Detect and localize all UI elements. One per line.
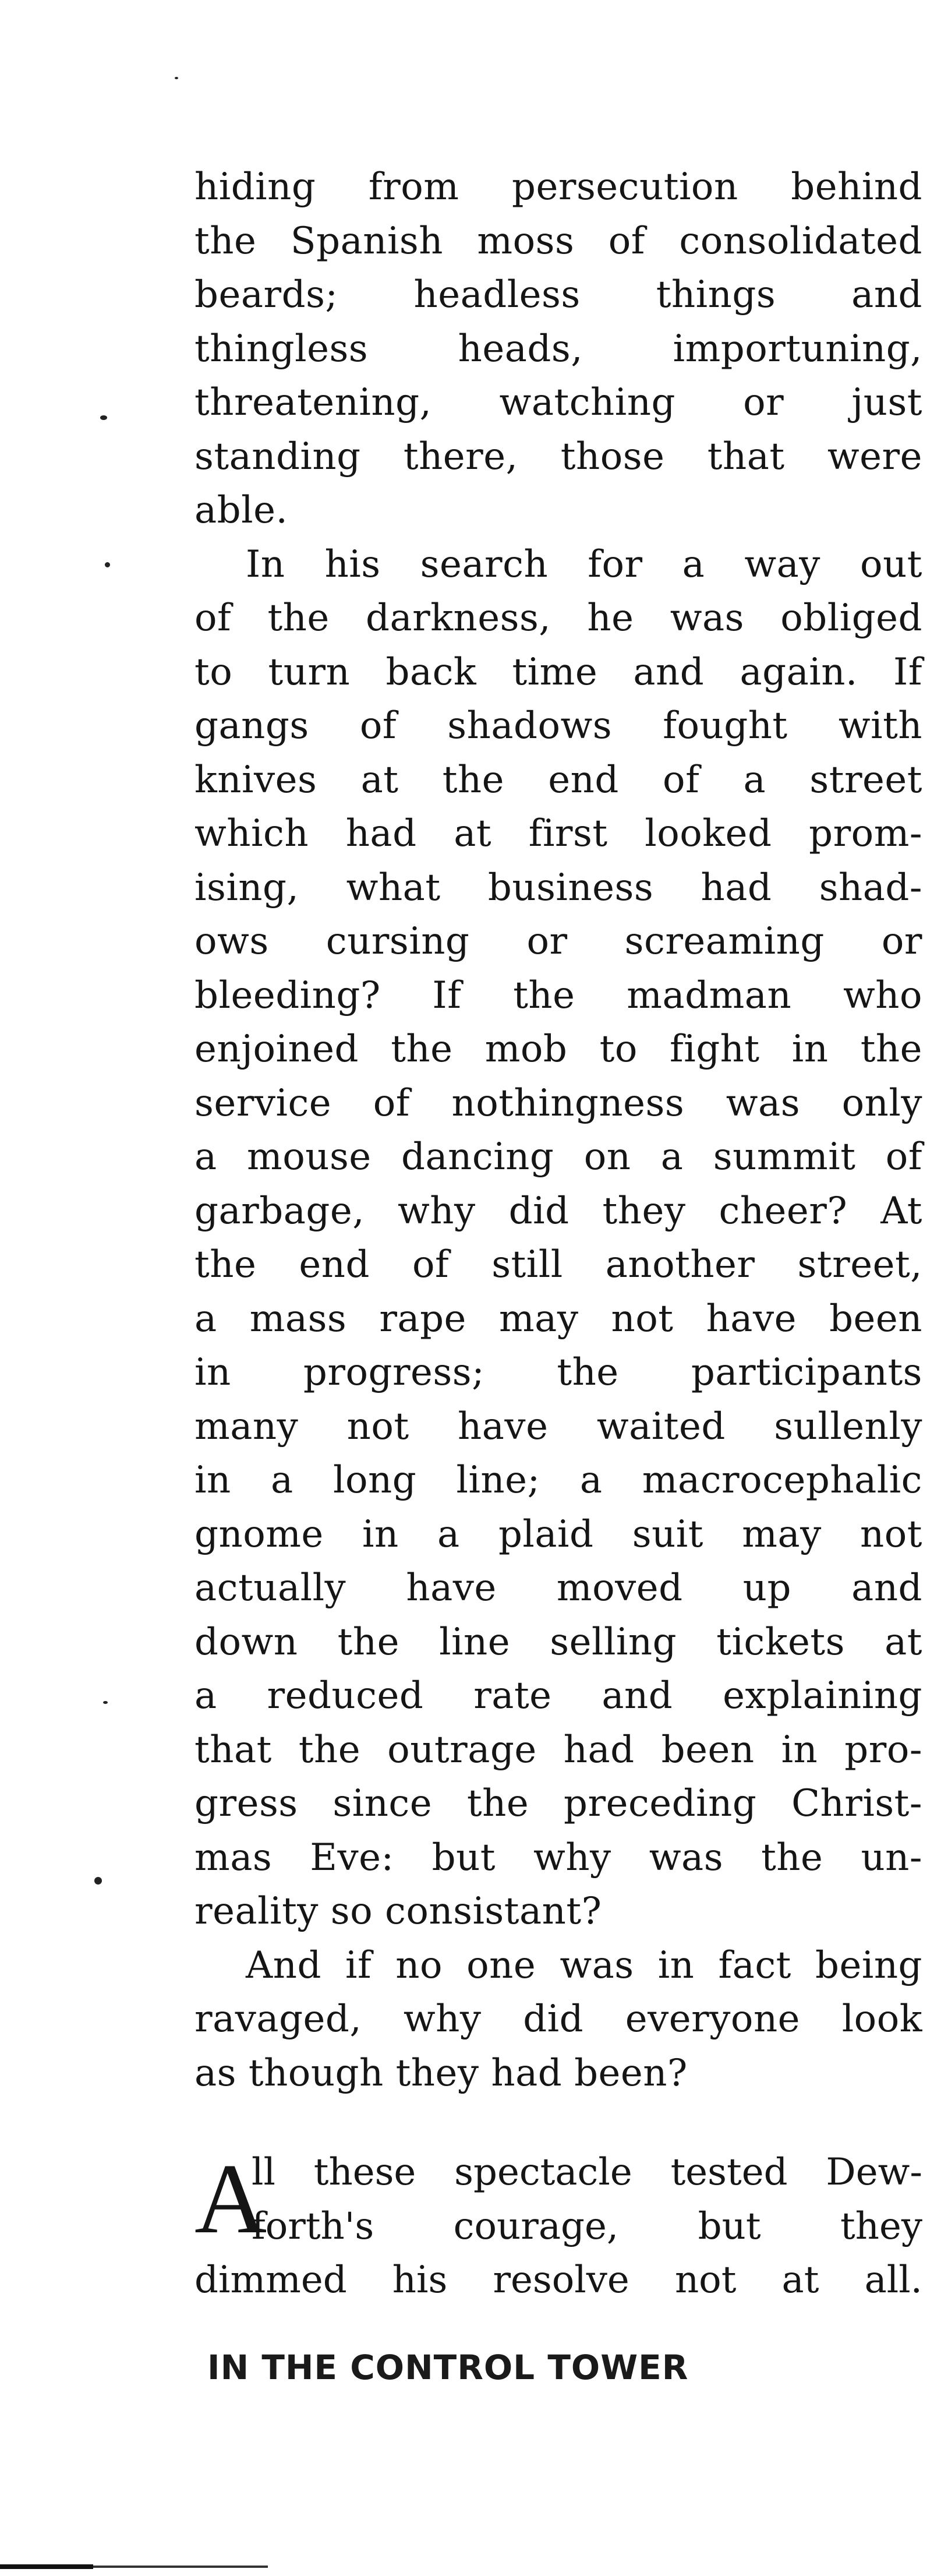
text-line: ravaged, why did everyone look <box>194 1998 922 2041</box>
text-line: to turn back time and again. If <box>194 650 922 694</box>
text-line: gress since the preceding Christ- <box>194 1782 922 1825</box>
text-line: standing there, those that were <box>194 435 922 478</box>
paragraph-2 <box>194 538 922 1939</box>
text-line: hiding from persecution behind <box>194 165 922 209</box>
text-line: In his search for a way out <box>246 542 922 586</box>
text-line: gnome in a plaid suit may not <box>194 1512 922 1556</box>
text-line: mas Eve: but why was the un- <box>194 1836 922 1879</box>
running-title: IN THE CONTROL TOWER <box>207 2348 689 2387</box>
paragraph-4 <box>194 2146 922 2307</box>
text-line: beards; headless things and <box>194 273 922 316</box>
margin-speck <box>103 1701 108 1704</box>
text-column <box>194 160 922 2307</box>
text-line: enjoined the mob to fight in the <box>194 1028 922 1071</box>
text-line: the end of still another street, <box>194 1243 922 1286</box>
text-line: garbage, why did they cheer? At <box>194 1189 922 1233</box>
text-line: threatening, watching or just <box>194 381 922 424</box>
text-line: ising, what business had shad- <box>194 866 922 909</box>
text-line: ows cursing or screaming or <box>194 920 922 963</box>
drop-cap: A <box>194 2144 267 2254</box>
text-line: service of nothingness was only <box>194 1081 922 1125</box>
text-line: thingless heads, importuning, <box>194 327 922 370</box>
text-line: in progress; the participants <box>194 1351 922 1394</box>
margin-speck <box>105 562 110 567</box>
text-line: And if no one was in fact being <box>246 1943 922 1987</box>
text-line: knives at the end of a street <box>194 758 922 802</box>
text-line: down the line selling tickets at <box>194 1620 922 1664</box>
text-line: reality so consistant? <box>194 1890 602 1933</box>
bottom-rule <box>0 2564 93 2569</box>
text-line: bleeding? If the madman who <box>194 973 922 1017</box>
text-line: forth's courage, but they <box>252 2204 922 2248</box>
text-line: a mass rape may not have been <box>194 1297 922 1340</box>
text-line: that the outrage had been in pro- <box>194 1728 922 1772</box>
bottom-rule-tail <box>93 2566 268 2568</box>
text-line: actually have moved up and <box>194 1566 922 1610</box>
text-line: gangs of shadows fought with <box>194 704 922 747</box>
margin-speck <box>175 77 178 79</box>
paragraph-1 <box>194 160 922 538</box>
margin-speck <box>100 415 107 420</box>
text-line: a reduced rate and explaining <box>194 1674 922 1717</box>
text-line: a mouse dancing on a summit of <box>194 1135 922 1178</box>
text-line: in a long line; a macrocephalic <box>194 1459 922 1502</box>
margin-speck <box>94 1877 102 1885</box>
text-line: of the darkness, he was obliged <box>194 597 922 640</box>
text-line: as though they had been? <box>194 2051 688 2095</box>
text-line: dimmed his resolve not at all. <box>194 2259 922 2302</box>
paragraph-3 <box>194 1939 922 2101</box>
text-line: ll these spectacle tested Dew- <box>252 2151 922 2194</box>
text-line: which had at first looked prom- <box>194 812 922 855</box>
section-gap <box>194 2100 922 2146</box>
text-line: the Spanish moss of consolidated <box>194 219 922 263</box>
text-line: able. <box>194 489 288 532</box>
text-line: many not have waited sullenly <box>194 1405 922 1448</box>
